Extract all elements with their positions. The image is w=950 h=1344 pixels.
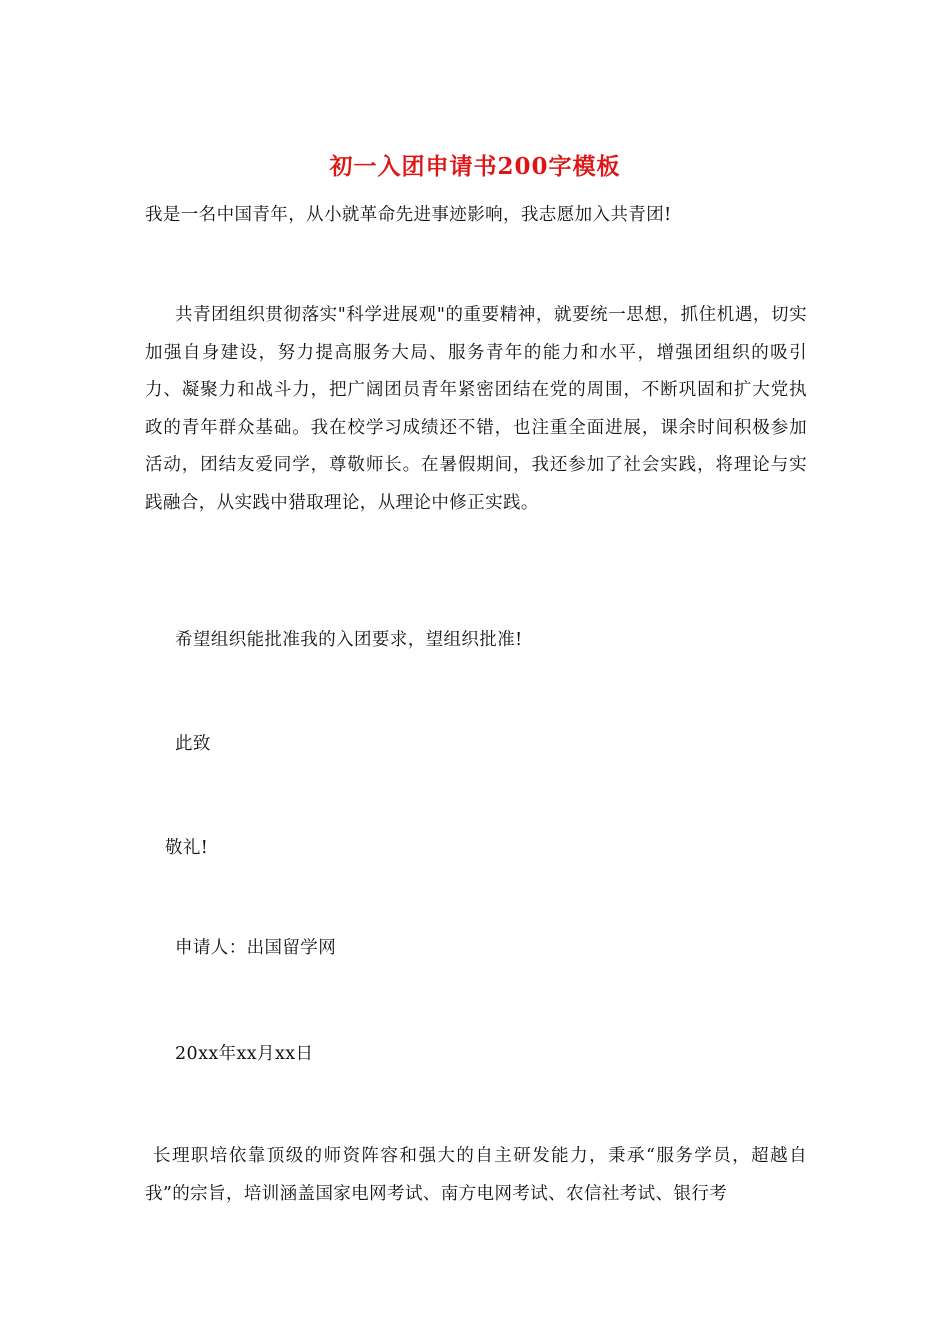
closing-salutation: 此致 [175, 734, 211, 754]
date-line: 20xx年xx月xx日 [175, 1044, 314, 1064]
footer-advert-paragraph: 长理职培依靠顶级的师资阵容和强大的自主研发能力，秉承“服务学员，超越自我”的宗旨，培训涵盖国家电网考试、南方电网考试、农信社考试、银行考 [145, 1146, 807, 1204]
applicant-signature: 申请人：出国留学网 [175, 938, 337, 958]
closing-regards: 敬礼! [165, 838, 209, 858]
request-paragraph: 希望组织能批准我的入团要求，望组织批准! [175, 630, 523, 650]
intro-paragraph: 我是一名中国青年，从小就革命先进事迹影响，我志愿加入共青团! [145, 205, 672, 225]
body-paragraph: 共青团组织贯彻落实"科学进展观"的重要精神，就要统一思想，抓住机遇，切实加强自身建设，努力提高服务大局、服务青年的能力和水平，增强团组织的吸引力、凝聚力和战斗力，把广阔团员青年紧密团结在党的周围，不断巩固和扩大党执政的青年群众基础。我在校学习成绩还不错，也注重全面进展，课余时间积极参加活动，团结友爱同学，尊敬师长。在暑假期间，我还参加了社会实践，将理论与实践融合，从实践中猎取理论，从理论中修正实践。 [145, 305, 807, 513]
document-title: 初一入团申请书200字模板 [329, 153, 621, 180]
